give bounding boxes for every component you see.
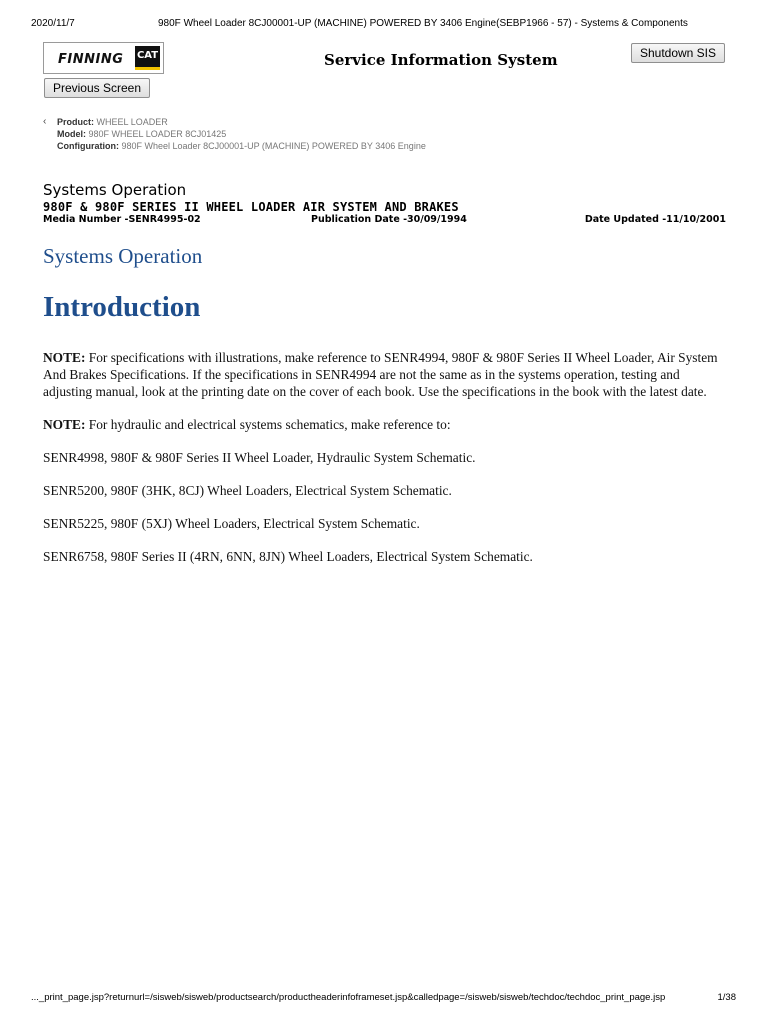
note-text: For hydraulic and electrical systems schematics, make reference to: xyxy=(85,417,451,432)
finning-logo-text: FINNING xyxy=(58,52,124,67)
note-text: For specifications with illustrations, make reference to SENR4994, 980F & 980F Series II Wheel Loader, Air System And Brakes Specifications. If the specifications in SENR4994 are not the same as in the systems operation, testing and adjusting manual, look at the printing date on the cover of each book. Use the specifications in the book with the latest date. xyxy=(43,350,718,399)
note-label: NOTE: xyxy=(43,417,86,432)
print-title: 980F Wheel Loader 8CJ00001-UP (MACHINE) POWERED BY 3406 Engine(SEBP1966 - 57) - Systems & Components xyxy=(158,18,688,29)
section-title: Systems Operation xyxy=(43,244,203,268)
chevron-left-icon[interactable]: ‹ xyxy=(43,116,47,127)
note-paragraph-specifications xyxy=(43,349,723,400)
configuration-label: Configuration: xyxy=(57,141,119,151)
print-header xyxy=(0,18,768,32)
media-number: Media Number -SENR4995-02 xyxy=(43,214,201,225)
page-number: 1/38 xyxy=(717,992,736,1003)
print-date: 2020/11/7 xyxy=(31,18,75,29)
introduction-heading: Introduction xyxy=(43,291,201,323)
document-meta xyxy=(43,214,726,226)
app-title: Service Information System xyxy=(324,51,558,69)
publication-date: Publication Date -30/09/1994 xyxy=(311,214,467,225)
cat-logo-icon: CAT xyxy=(135,46,160,70)
product-value[interactable]: WHEEL LOADER xyxy=(96,117,168,127)
breadcrumb-configuration xyxy=(57,140,443,152)
reference-electrical-schematic-series-ii: SENR6758, 980F Series II (4RN, 6NN, 8JN) Wheel Loaders, Electrical System Schematic. xyxy=(43,549,533,564)
previous-screen-button[interactable]: Previous Screen xyxy=(44,78,150,98)
product-breadcrumb xyxy=(43,116,443,152)
breadcrumb-product xyxy=(57,116,443,128)
product-label: Product: xyxy=(57,117,94,127)
breadcrumb-model xyxy=(57,128,443,140)
shutdown-sis-button[interactable]: Shutdown SIS xyxy=(631,43,725,63)
date-updated: Date Updated -11/10/2001 xyxy=(584,214,726,225)
note-paragraph-schematics xyxy=(43,416,723,433)
print-footer xyxy=(0,992,768,1006)
document-subtitle: 980F & 980F SERIES II WHEEL LOADER AIR SYSTEM AND BRAKES xyxy=(43,200,459,214)
configuration-value[interactable]: 980F Wheel Loader 8CJ00001-UP (MACHINE) POWERED BY 3406 Engine xyxy=(121,141,426,151)
model-value[interactable]: 980F WHEEL LOADER 8CJ01425 xyxy=(88,129,227,139)
reference-electrical-schematic-5xj: SENR5225, 980F (5XJ) Wheel Loaders, Electrical System Schematic. xyxy=(43,516,420,531)
reference-electrical-schematic-3hk-8cj: SENR5200, 980F (3HK, 8CJ) Wheel Loaders, Electrical System Schematic. xyxy=(43,483,452,498)
document-header xyxy=(43,181,726,214)
document-category: Systems Operation xyxy=(43,181,187,199)
model-label: Model: xyxy=(57,129,86,139)
finning-cat-logo xyxy=(43,42,164,74)
reference-hydraulic-schematic: SENR4998, 980F & 980F Series II Wheel Loader, Hydraulic System Schematic. xyxy=(43,450,476,465)
print-url: ..._print_page.jsp?returnurl=/sisweb/sisweb/productsearch/productheaderinfoframeset.jsp&calledpage=/sisweb/sisweb/techdoc/techdoc_print_page.jsp xyxy=(31,992,666,1003)
note-label: NOTE: xyxy=(43,350,86,365)
document-body xyxy=(43,349,723,581)
